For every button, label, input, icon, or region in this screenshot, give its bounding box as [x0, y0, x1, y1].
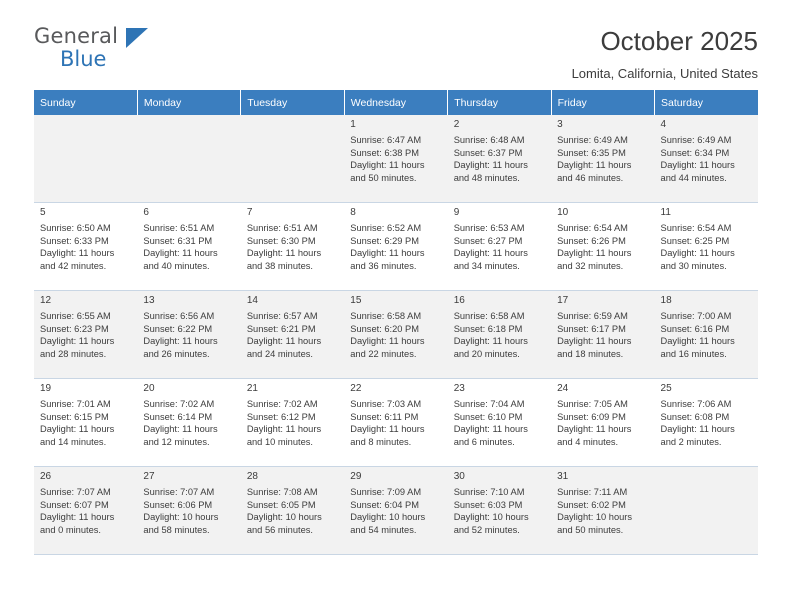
weekday-header-sunday: Sunday: [34, 90, 137, 115]
day-info-line: Sunrise: 6:49 AM: [660, 135, 732, 145]
day-info-line: Daylight: 11 hours: [40, 424, 115, 435]
day-number: 13: [143, 295, 155, 306]
day-info-line: Daylight: 11 hours: [40, 248, 115, 259]
day-info-line: Sunrise: 6:48 AM: [453, 135, 525, 145]
day-number: 3: [557, 119, 563, 130]
day-info-line: Sunset: 6:30 PM: [246, 235, 316, 246]
day-info-line: and 48 minutes.: [453, 172, 520, 183]
day-info-line: and 26 minutes.: [143, 348, 210, 359]
day-info-line: Daylight: 10 hours: [453, 512, 529, 523]
day-info-line: Daylight: 11 hours: [557, 160, 632, 171]
day-info-line: Daylight: 10 hours: [350, 512, 426, 523]
day-info-line: Sunset: 6:16 PM: [660, 323, 730, 334]
day-info-line: Sunset: 6:14 PM: [143, 411, 213, 422]
day-sun-info: [143, 486, 234, 536]
day-sun-info: [661, 398, 752, 448]
day-info-line: Daylight: 10 hours: [143, 512, 219, 523]
day-sun-info: [557, 134, 648, 184]
day-number: 29: [350, 471, 362, 482]
calendar-day-cell[interactable]: [551, 379, 654, 467]
day-info-line: Sunrise: 6:47 AM: [350, 135, 422, 145]
day-number: 23: [453, 383, 465, 394]
day-info-line: Sunset: 6:08 PM: [660, 411, 730, 422]
day-info-line: Sunrise: 6:51 AM: [246, 223, 318, 233]
calendar-day-cell[interactable]: [448, 115, 551, 203]
calendar-day-cell[interactable]: [34, 291, 137, 379]
day-info-line: Sunset: 6:17 PM: [557, 323, 626, 334]
day-info-line: Sunrise: 7:07 AM: [40, 487, 111, 497]
day-info-line: and 10 minutes.: [246, 436, 313, 447]
day-number: 11: [660, 207, 671, 218]
day-info-line: and 6 minutes.: [453, 436, 515, 447]
day-number: 24: [557, 383, 569, 394]
day-number: 16: [453, 295, 465, 306]
calendar-day-cell[interactable]: [241, 291, 344, 379]
day-info-line: Sunset: 6:34 PM: [660, 147, 730, 158]
logo: [34, 26, 164, 74]
day-info-line: Sunrise: 6:58 AM: [453, 311, 525, 321]
day-info-line: Sunrise: 6:49 AM: [557, 135, 628, 145]
day-info-line: Sunset: 6:18 PM: [453, 323, 523, 334]
calendar-day-cell[interactable]: [655, 291, 758, 379]
calendar-day-cell[interactable]: [655, 115, 758, 203]
day-info-line: Sunrise: 7:04 AM: [453, 399, 525, 409]
calendar-day-cell[interactable]: [551, 291, 654, 379]
day-sun-info: [557, 398, 648, 448]
calendar-table: [34, 90, 758, 555]
day-sun-info: [350, 222, 441, 272]
weekday-header-monday: Monday: [137, 90, 240, 115]
day-info-line: Sunrise: 7:03 AM: [350, 399, 422, 409]
day-info-line: Sunset: 6:38 PM: [350, 147, 419, 158]
day-info-line: Sunrise: 7:02 AM: [143, 399, 215, 409]
day-info-line: Sunrise: 7:10 AM: [453, 487, 525, 497]
day-sun-info: [454, 398, 545, 448]
calendar-week-row: [34, 467, 758, 555]
day-number: 30: [453, 471, 465, 482]
day-info-line: and 14 minutes.: [40, 436, 107, 447]
weekday-header-thursday: Thursday: [448, 90, 551, 115]
day-number: 27: [143, 471, 155, 482]
calendar-day-cell[interactable]: [137, 291, 240, 379]
day-number: 5: [40, 207, 46, 218]
day-number: 7: [246, 207, 253, 218]
day-info-line: Sunrise: 6:58 AM: [350, 311, 422, 321]
calendar-week-row: [34, 291, 758, 379]
day-sun-info: [247, 222, 338, 272]
day-info-line: and 2 minutes.: [660, 436, 722, 447]
day-info-line: Sunset: 6:07 PM: [40, 499, 109, 510]
day-number: 19: [40, 383, 52, 394]
day-info-line: Sunset: 6:11 PM: [350, 411, 419, 422]
day-info-line: Sunrise: 7:06 AM: [660, 399, 732, 409]
title-block: [572, 26, 758, 82]
day-number: 10: [557, 207, 569, 218]
day-info-line: Daylight: 10 hours: [557, 512, 633, 523]
day-info-line: Daylight: 11 hours: [40, 336, 115, 347]
calendar-day-cell[interactable]: [241, 203, 344, 291]
day-info-line: and 42 minutes.: [40, 260, 107, 271]
day-info-line: Sunrise: 6:54 AM: [557, 223, 628, 233]
day-info-line: Sunset: 6:21 PM: [246, 323, 316, 334]
day-info-line: Sunset: 6:04 PM: [350, 499, 419, 510]
day-number: 9: [453, 207, 460, 218]
day-info-line: Sunrise: 6:55 AM: [40, 311, 111, 321]
day-info-line: and 28 minutes.: [40, 348, 107, 359]
day-info-line: Daylight: 11 hours: [660, 160, 735, 171]
day-info-line: and 18 minutes.: [557, 348, 624, 359]
day-sun-info: [40, 398, 131, 448]
day-info-line: Sunrise: 7:00 AM: [660, 311, 732, 321]
calendar-day-cell[interactable]: [34, 467, 137, 555]
calendar-day-cell[interactable]: [551, 467, 654, 555]
day-info-line: and 38 minutes.: [246, 260, 313, 271]
day-number: 21: [246, 383, 258, 394]
day-info-line: Sunset: 6:23 PM: [40, 323, 109, 334]
calendar-day-cell[interactable]: [655, 379, 758, 467]
day-info-line: Daylight: 11 hours: [246, 248, 322, 259]
day-sun-info: [350, 486, 441, 536]
weekday-header-saturday: Saturday: [655, 90, 758, 115]
day-info-line: Sunset: 6:12 PM: [246, 411, 316, 422]
day-info-line: Daylight: 11 hours: [660, 248, 735, 259]
day-info-line: Sunrise: 6:57 AM: [246, 311, 318, 321]
day-info-line: and 24 minutes.: [246, 348, 313, 359]
day-info-line: Daylight: 11 hours: [143, 424, 218, 435]
day-info-line: Daylight: 11 hours: [453, 424, 528, 435]
day-info-line: Sunrise: 6:56 AM: [143, 311, 215, 321]
day-info-line: and 34 minutes.: [453, 260, 520, 271]
day-number: 4: [660, 119, 667, 130]
day-info-line: Daylight: 11 hours: [246, 424, 322, 435]
day-number: 8: [350, 207, 356, 218]
day-info-line: Sunset: 6:27 PM: [453, 235, 523, 246]
calendar-day-cell[interactable]: [551, 203, 654, 291]
page-title: October 2025: [600, 26, 758, 56]
calendar-day-cell[interactable]: [137, 467, 240, 555]
day-info-line: and 8 minutes.: [350, 436, 412, 447]
day-info-line: Sunset: 6:26 PM: [557, 235, 626, 246]
day-info-line: and 22 minutes.: [350, 348, 417, 359]
day-sun-info: [454, 222, 545, 272]
day-info-line: Sunset: 6:20 PM: [350, 323, 419, 334]
logo-text-general: General: [34, 24, 119, 48]
calendar-day-cell[interactable]: [344, 467, 447, 555]
day-sun-info: [40, 222, 131, 272]
day-sun-info: [557, 486, 648, 536]
day-info-line: Sunrise: 7:07 AM: [143, 487, 215, 497]
day-number: 28: [246, 471, 258, 482]
day-sun-info: [661, 310, 752, 360]
calendar-day-cell[interactable]: [34, 203, 137, 291]
day-info-line: Daylight: 10 hours: [246, 512, 322, 523]
calendar-day-cell[interactable]: [344, 379, 447, 467]
calendar-day-cell[interactable]: [241, 379, 344, 467]
day-info-line: Sunrise: 6:51 AM: [143, 223, 215, 233]
day-info-line: Sunrise: 6:59 AM: [557, 311, 628, 321]
day-info-line: and 50 minutes.: [557, 524, 624, 535]
day-info-line: and 54 minutes.: [350, 524, 417, 535]
calendar-day-cell[interactable]: [344, 291, 447, 379]
day-info-line: Daylight: 11 hours: [453, 248, 528, 259]
day-info-line: Sunrise: 7:01 AM: [40, 399, 111, 409]
day-info-line: Daylight: 11 hours: [557, 424, 632, 435]
day-number: 12: [40, 295, 52, 306]
weekday-header-tuesday: Tuesday: [241, 90, 344, 115]
day-sun-info: [143, 222, 234, 272]
calendar-day-cell[interactable]: [241, 467, 344, 555]
day-info-line: Sunrise: 6:52 AM: [350, 223, 422, 233]
calendar-day-cell[interactable]: [344, 203, 447, 291]
day-info-line: Daylight: 11 hours: [350, 248, 425, 259]
day-info-line: Daylight: 11 hours: [246, 336, 322, 347]
weekday-header-friday: Friday: [551, 90, 654, 115]
day-sun-info: [40, 486, 131, 536]
day-sun-info: [143, 310, 234, 360]
day-info-line: and 44 minutes.: [660, 172, 727, 183]
day-number: 18: [660, 295, 672, 306]
calendar-day-cell[interactable]: [137, 203, 240, 291]
calendar-day-cell[interactable]: [551, 115, 654, 203]
day-info-line: Sunrise: 7:02 AM: [246, 399, 318, 409]
day-info-line: Daylight: 11 hours: [143, 248, 218, 259]
day-info-line: and 12 minutes.: [143, 436, 210, 447]
day-info-line: Daylight: 11 hours: [350, 160, 425, 171]
day-sun-info: [454, 486, 545, 536]
day-sun-info: [247, 486, 338, 536]
day-sun-info: [661, 134, 752, 184]
day-sun-info: [350, 310, 441, 360]
day-info-line: Daylight: 11 hours: [350, 336, 425, 347]
day-info-line: Daylight: 11 hours: [350, 424, 425, 435]
day-sun-info: [247, 398, 338, 448]
day-sun-info: [557, 310, 648, 360]
day-number: 2: [453, 119, 460, 130]
day-number: 22: [350, 383, 362, 394]
day-number: 26: [40, 471, 52, 482]
day-sun-info: [40, 310, 131, 360]
day-info-line: Sunrise: 7:08 AM: [246, 487, 318, 497]
page-header: [34, 24, 758, 81]
day-info-line: Sunrise: 6:53 AM: [453, 223, 525, 233]
day-info-line: Sunset: 6:10 PM: [453, 411, 523, 422]
calendar-day-cell[interactable]: [655, 203, 758, 291]
day-sun-info: [143, 398, 234, 448]
day-info-line: Daylight: 11 hours: [143, 336, 218, 347]
day-sun-info: [557, 222, 648, 272]
day-info-line: Sunset: 6:25 PM: [660, 235, 730, 246]
logo-text-blue: Blue: [60, 47, 107, 71]
calendar-day-cell[interactable]: [344, 115, 447, 203]
calendar-body: [34, 115, 758, 555]
calendar-cell-empty: [241, 115, 344, 203]
day-info-line: and 50 minutes.: [350, 172, 417, 183]
day-info-line: Daylight: 11 hours: [453, 160, 528, 171]
day-number: 17: [557, 295, 569, 306]
day-sun-info: [350, 134, 441, 184]
day-info-line: Sunset: 6:31 PM: [143, 235, 213, 246]
calendar-cell-empty: [137, 115, 240, 203]
day-info-line: Sunset: 6:29 PM: [350, 235, 419, 246]
day-info-line: Sunset: 6:02 PM: [557, 499, 626, 510]
day-info-line: Sunset: 6:06 PM: [143, 499, 213, 510]
day-info-line: Daylight: 11 hours: [557, 336, 632, 347]
day-info-line: Daylight: 11 hours: [557, 248, 632, 259]
day-info-line: and 30 minutes.: [660, 260, 727, 271]
calendar-day-cell[interactable]: [34, 379, 137, 467]
day-number: 15: [350, 295, 362, 306]
day-info-line: Sunset: 6:03 PM: [453, 499, 523, 510]
weekday-header-row: [34, 90, 758, 115]
day-info-line: Sunset: 6:37 PM: [453, 147, 523, 158]
day-info-line: Daylight: 11 hours: [453, 336, 528, 347]
day-number: 6: [143, 207, 149, 218]
day-sun-info: [454, 134, 545, 184]
day-info-line: Sunset: 6:15 PM: [40, 411, 109, 422]
day-number: 20: [143, 383, 155, 394]
day-info-line: and 58 minutes.: [143, 524, 210, 535]
day-info-line: Sunset: 6:09 PM: [557, 411, 626, 422]
calendar-day-cell[interactable]: [448, 291, 551, 379]
calendar-week-row: [34, 115, 758, 203]
day-info-line: Sunrise: 6:54 AM: [660, 223, 732, 233]
day-info-line: and 16 minutes.: [660, 348, 727, 359]
calendar-week-row: [34, 379, 758, 467]
calendar-day-cell[interactable]: [448, 467, 551, 555]
day-sun-info: [350, 398, 441, 448]
day-info-line: and 46 minutes.: [557, 172, 624, 183]
weekday-header-wednesday: Wednesday: [344, 90, 447, 115]
day-sun-info: [661, 222, 752, 272]
day-info-line: Sunset: 6:35 PM: [557, 147, 626, 158]
day-info-line: and 4 minutes.: [557, 436, 619, 447]
day-number: 25: [660, 383, 672, 394]
day-info-line: Sunset: 6:05 PM: [246, 499, 316, 510]
day-info-line: Daylight: 11 hours: [660, 336, 735, 347]
day-sun-info: [247, 310, 338, 360]
calendar-day-cell[interactable]: [448, 203, 551, 291]
calendar-cell-empty: [655, 467, 758, 555]
calendar-day-cell[interactable]: [448, 379, 551, 467]
day-info-line: and 20 minutes.: [453, 348, 520, 359]
calendar-cell-empty: [34, 115, 137, 203]
day-number: 14: [246, 295, 258, 306]
day-sun-info: [454, 310, 545, 360]
day-number: 31: [557, 471, 569, 482]
day-info-line: and 52 minutes.: [453, 524, 520, 535]
day-info-line: Daylight: 11 hours: [40, 512, 115, 523]
day-info-line: and 40 minutes.: [143, 260, 210, 271]
day-info-line: and 56 minutes.: [246, 524, 313, 535]
day-number: 1: [350, 119, 356, 130]
day-info-line: and 32 minutes.: [557, 260, 624, 271]
day-info-line: Sunrise: 7:05 AM: [557, 399, 628, 409]
calendar-week-row: [34, 203, 758, 291]
location-subtitle: Lomita, California, United States: [571, 66, 758, 81]
day-info-line: Daylight: 11 hours: [660, 424, 735, 435]
calendar-day-cell[interactable]: [137, 379, 240, 467]
day-info-line: Sunrise: 6:50 AM: [40, 223, 111, 233]
day-info-line: Sunset: 6:22 PM: [143, 323, 213, 334]
day-info-line: Sunset: 6:33 PM: [40, 235, 109, 246]
day-info-line: and 36 minutes.: [350, 260, 417, 271]
day-info-line: and 0 minutes.: [40, 524, 101, 535]
day-info-line: Sunrise: 7:09 AM: [350, 487, 422, 497]
flag-icon: [126, 28, 148, 48]
day-info-line: Sunrise: 7:11 AM: [557, 487, 628, 497]
